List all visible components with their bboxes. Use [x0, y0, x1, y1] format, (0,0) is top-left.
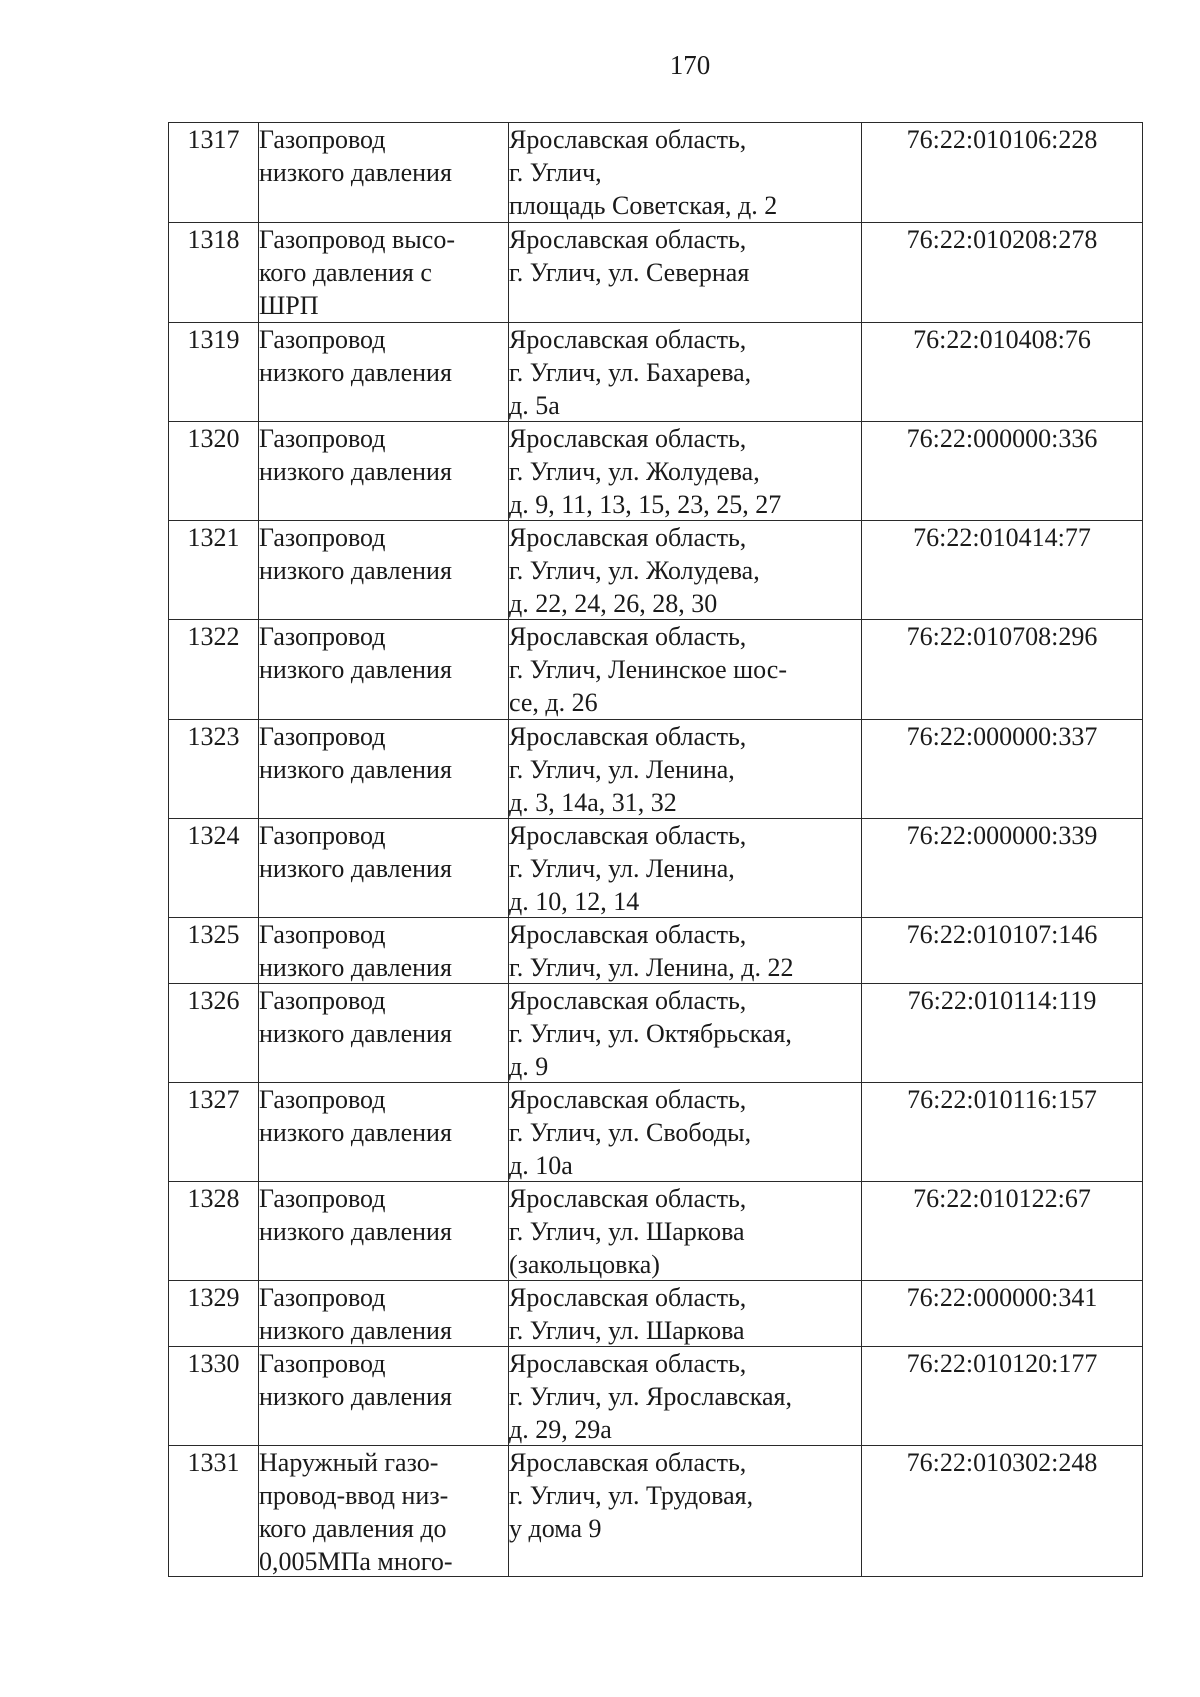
table-row	[169, 918, 1143, 984]
object-number-cell-text: 1317	[187, 125, 240, 154]
object-address-cell	[509, 918, 862, 984]
cadastral-number-cell	[862, 1446, 1143, 1577]
cadastral-number-cell	[862, 1182, 1143, 1281]
object-name-cell	[259, 620, 509, 720]
object-name-cell-text: Газопровод низкого давления	[259, 622, 452, 684]
object-address-cell-text: Ярославская область, г. Углич, Ленинское шос- се, д. 26	[509, 622, 787, 717]
object-number-cell-text: 1325	[187, 920, 240, 949]
object-name-cell	[259, 918, 509, 984]
object-number-cell	[169, 521, 259, 620]
object-address-cell-text: Ярославская область, г. Углич, ул. Октябрьская, д. 9	[509, 986, 792, 1081]
object-address-cell	[509, 1281, 862, 1347]
object-address-cell	[509, 223, 862, 323]
object-number-cell-text: 1320	[187, 424, 240, 453]
object-name-cell-text: Газопровод низкого давления	[259, 821, 452, 883]
object-number-cell	[169, 1083, 259, 1182]
object-name-cell	[259, 521, 509, 620]
object-address-cell-text: Ярославская область, г. Углич, ул. Ленина, д. 22	[509, 920, 794, 982]
object-address-cell-text: Ярославская область, г. Углич, ул. Свободы, д. 10а	[509, 1085, 752, 1180]
cadastral-number-cell-text: 76:22:000000:337	[906, 722, 1098, 751]
object-address-cell-text: Ярославская область, г. Углич, ул. Шаркова	[509, 1283, 747, 1345]
object-address-cell	[509, 620, 862, 720]
object-address-cell-text: Ярославская область, г. Углич, ул. Жолудева, д. 22, 24, 26, 28, 30	[509, 523, 760, 618]
object-name-cell	[259, 422, 509, 521]
object-address-cell	[509, 1347, 862, 1446]
object-name-cell-text: Газопровод низкого давления	[259, 424, 452, 486]
cadastral-number-cell	[862, 1347, 1143, 1446]
page-number: 170	[669, 50, 711, 80]
object-number-cell-text: 1327	[187, 1085, 240, 1114]
table-row	[169, 819, 1143, 918]
table-row	[169, 1083, 1143, 1182]
object-name-cell-text: Газопровод низкого давления	[259, 1349, 452, 1411]
object-number-cell-text: 1321	[187, 523, 240, 552]
object-address-cell	[509, 984, 862, 1083]
object-name-cell	[259, 323, 509, 422]
object-name-cell-text: Наружный газо- провод-ввод низ- кого давления до 0,005МПа много-	[259, 1448, 453, 1575]
object-name-cell-text: Газопровод низкого давления	[259, 1184, 452, 1246]
object-name-cell-text: Газопровод низкого давления	[259, 920, 452, 982]
cadastral-number-cell-text: 76:22:010120:177	[906, 1349, 1098, 1378]
object-name-cell	[259, 1083, 509, 1182]
object-address-cell	[509, 422, 862, 521]
object-number-cell	[169, 1347, 259, 1446]
object-number-cell	[169, 819, 259, 918]
object-name-cell	[259, 819, 509, 918]
cadastral-number-cell	[862, 521, 1143, 620]
object-number-cell	[169, 720, 259, 819]
object-name-cell-text: Газопровод низкого давления	[259, 1085, 452, 1147]
object-name-cell-text: Газопровод низкого давления	[259, 523, 452, 585]
object-name-cell-text: Газопровод низкого давления	[259, 722, 452, 784]
table-row	[169, 720, 1143, 819]
object-address-cell	[509, 1083, 862, 1182]
table-row	[169, 223, 1143, 323]
table-row	[169, 1182, 1143, 1281]
object-name-cell-text: Газопровод высо- кого давления с ШРП	[259, 225, 455, 320]
cadastral-number-cell-text: 76:22:010116:157	[907, 1085, 1097, 1114]
object-address-cell-text: Ярославская область, г. Углич, ул. Ярославская, д. 29, 29а	[509, 1349, 792, 1444]
table-row	[169, 123, 1143, 223]
cadastral-number-cell	[862, 123, 1143, 223]
object-number-cell	[169, 422, 259, 521]
object-address-cell	[509, 323, 862, 422]
table-row	[169, 521, 1143, 620]
cadastral-number-cell-text: 76:22:010107:146	[906, 920, 1098, 949]
object-address-cell	[509, 1446, 862, 1577]
object-name-cell-text: Газопровод низкого давления	[259, 986, 452, 1048]
object-number-cell-text: 1324	[187, 821, 240, 850]
table-row	[169, 1347, 1143, 1446]
object-name-cell-text: Газопровод низкого давления	[259, 125, 452, 187]
table-row	[169, 422, 1143, 521]
object-address-cell-text: Ярославская область, г. Углич, ул. Жолудева, д. 9, 11, 13, 15, 23, 25, 27	[509, 424, 782, 519]
object-address-cell	[509, 720, 862, 819]
object-address-cell	[509, 521, 862, 620]
cadastral-number-cell	[862, 918, 1143, 984]
cadastral-number-cell-text: 76:22:010106:228	[906, 125, 1098, 154]
cadastral-number-cell-text: 76:22:010302:248	[906, 1448, 1098, 1477]
object-address-cell-text: Ярославская область, г. Углич, площадь Советская, д. 2	[509, 125, 778, 220]
object-name-cell-text: Газопровод низкого давления	[259, 1283, 452, 1345]
object-address-cell-text: Ярославская область, г. Углич, ул. Ленина, д. 3, 14а, 31, 32	[509, 722, 747, 817]
cadastral-number-cell	[862, 422, 1143, 521]
object-number-cell-text: 1329	[187, 1283, 240, 1312]
object-number-cell-text: 1326	[187, 986, 240, 1015]
object-name-cell	[259, 1446, 509, 1577]
cadastral-number-cell-text: 76:22:010114:119	[907, 986, 1097, 1015]
object-number-cell-text: 1331	[187, 1448, 240, 1477]
object-name-cell-text: Газопровод низкого давления	[259, 325, 452, 387]
registry-table-body	[169, 123, 1143, 1577]
cadastral-number-cell	[862, 620, 1143, 720]
object-address-cell-text: Ярославская область, г. Углич, ул. Бахарева, д. 5а	[509, 325, 752, 420]
object-name-cell	[259, 1347, 509, 1446]
object-name-cell	[259, 984, 509, 1083]
cadastral-number-cell	[862, 819, 1143, 918]
object-number-cell	[169, 1281, 259, 1347]
cadastral-number-cell-text: 76:22:010122:67	[913, 1184, 1091, 1213]
object-number-cell	[169, 223, 259, 323]
object-number-cell-text: 1330	[187, 1349, 240, 1378]
cadastral-number-cell	[862, 1083, 1143, 1182]
table-row	[169, 620, 1143, 720]
cadastral-number-cell-text: 76:22:000000:339	[906, 821, 1098, 850]
object-number-cell	[169, 620, 259, 720]
object-name-cell	[259, 1281, 509, 1347]
object-number-cell-text: 1318	[187, 225, 240, 254]
object-number-cell	[169, 984, 259, 1083]
object-number-cell	[169, 1446, 259, 1577]
object-number-cell	[169, 1182, 259, 1281]
object-number-cell	[169, 918, 259, 984]
object-address-cell-text: Ярославская область, г. Углич, ул. Ленина, д. 10, 12, 14	[509, 821, 747, 916]
cadastral-number-cell-text: 76:22:000000:336	[906, 424, 1098, 453]
cadastral-number-cell	[862, 984, 1143, 1083]
object-number-cell-text: 1323	[187, 722, 240, 751]
object-address-cell-text: Ярославская область, г. Углич, ул. Шаркова (закольцовка)	[509, 1184, 747, 1279]
object-number-cell-text: 1322	[187, 622, 240, 651]
cadastral-number-cell-text: 76:22:010208:278	[906, 225, 1098, 254]
table-row	[169, 1446, 1143, 1577]
cadastral-number-cell-text: 76:22:010708:296	[906, 622, 1098, 651]
object-name-cell	[259, 223, 509, 323]
object-name-cell	[259, 123, 509, 223]
object-number-cell	[169, 123, 259, 223]
object-address-cell	[509, 1182, 862, 1281]
object-number-cell	[169, 323, 259, 422]
cadastral-number-cell-text: 76:22:010408:76	[913, 325, 1091, 354]
cadastral-number-cell	[862, 720, 1143, 819]
table-row	[169, 323, 1143, 422]
table-row	[169, 984, 1143, 1083]
cadastral-number-cell-text: 76:22:010414:77	[913, 523, 1091, 552]
registry-table	[168, 122, 1143, 1577]
object-address-cell	[509, 123, 862, 223]
table-row	[169, 1281, 1143, 1347]
object-address-cell-text: Ярославская область, г. Углич, ул. Трудовая, у дома 9	[509, 1448, 754, 1543]
object-address-cell	[509, 819, 862, 918]
object-number-cell-text: 1328	[187, 1184, 240, 1213]
object-number-cell-text: 1319	[187, 325, 240, 354]
object-address-cell-text: Ярославская область, г. Углич, ул. Северная	[509, 225, 750, 287]
cadastral-number-cell	[862, 323, 1143, 422]
object-name-cell	[259, 720, 509, 819]
cadastral-number-cell	[862, 223, 1143, 323]
object-name-cell	[259, 1182, 509, 1281]
cadastral-number-cell	[862, 1281, 1143, 1347]
cadastral-number-cell-text: 76:22:000000:341	[906, 1283, 1098, 1312]
